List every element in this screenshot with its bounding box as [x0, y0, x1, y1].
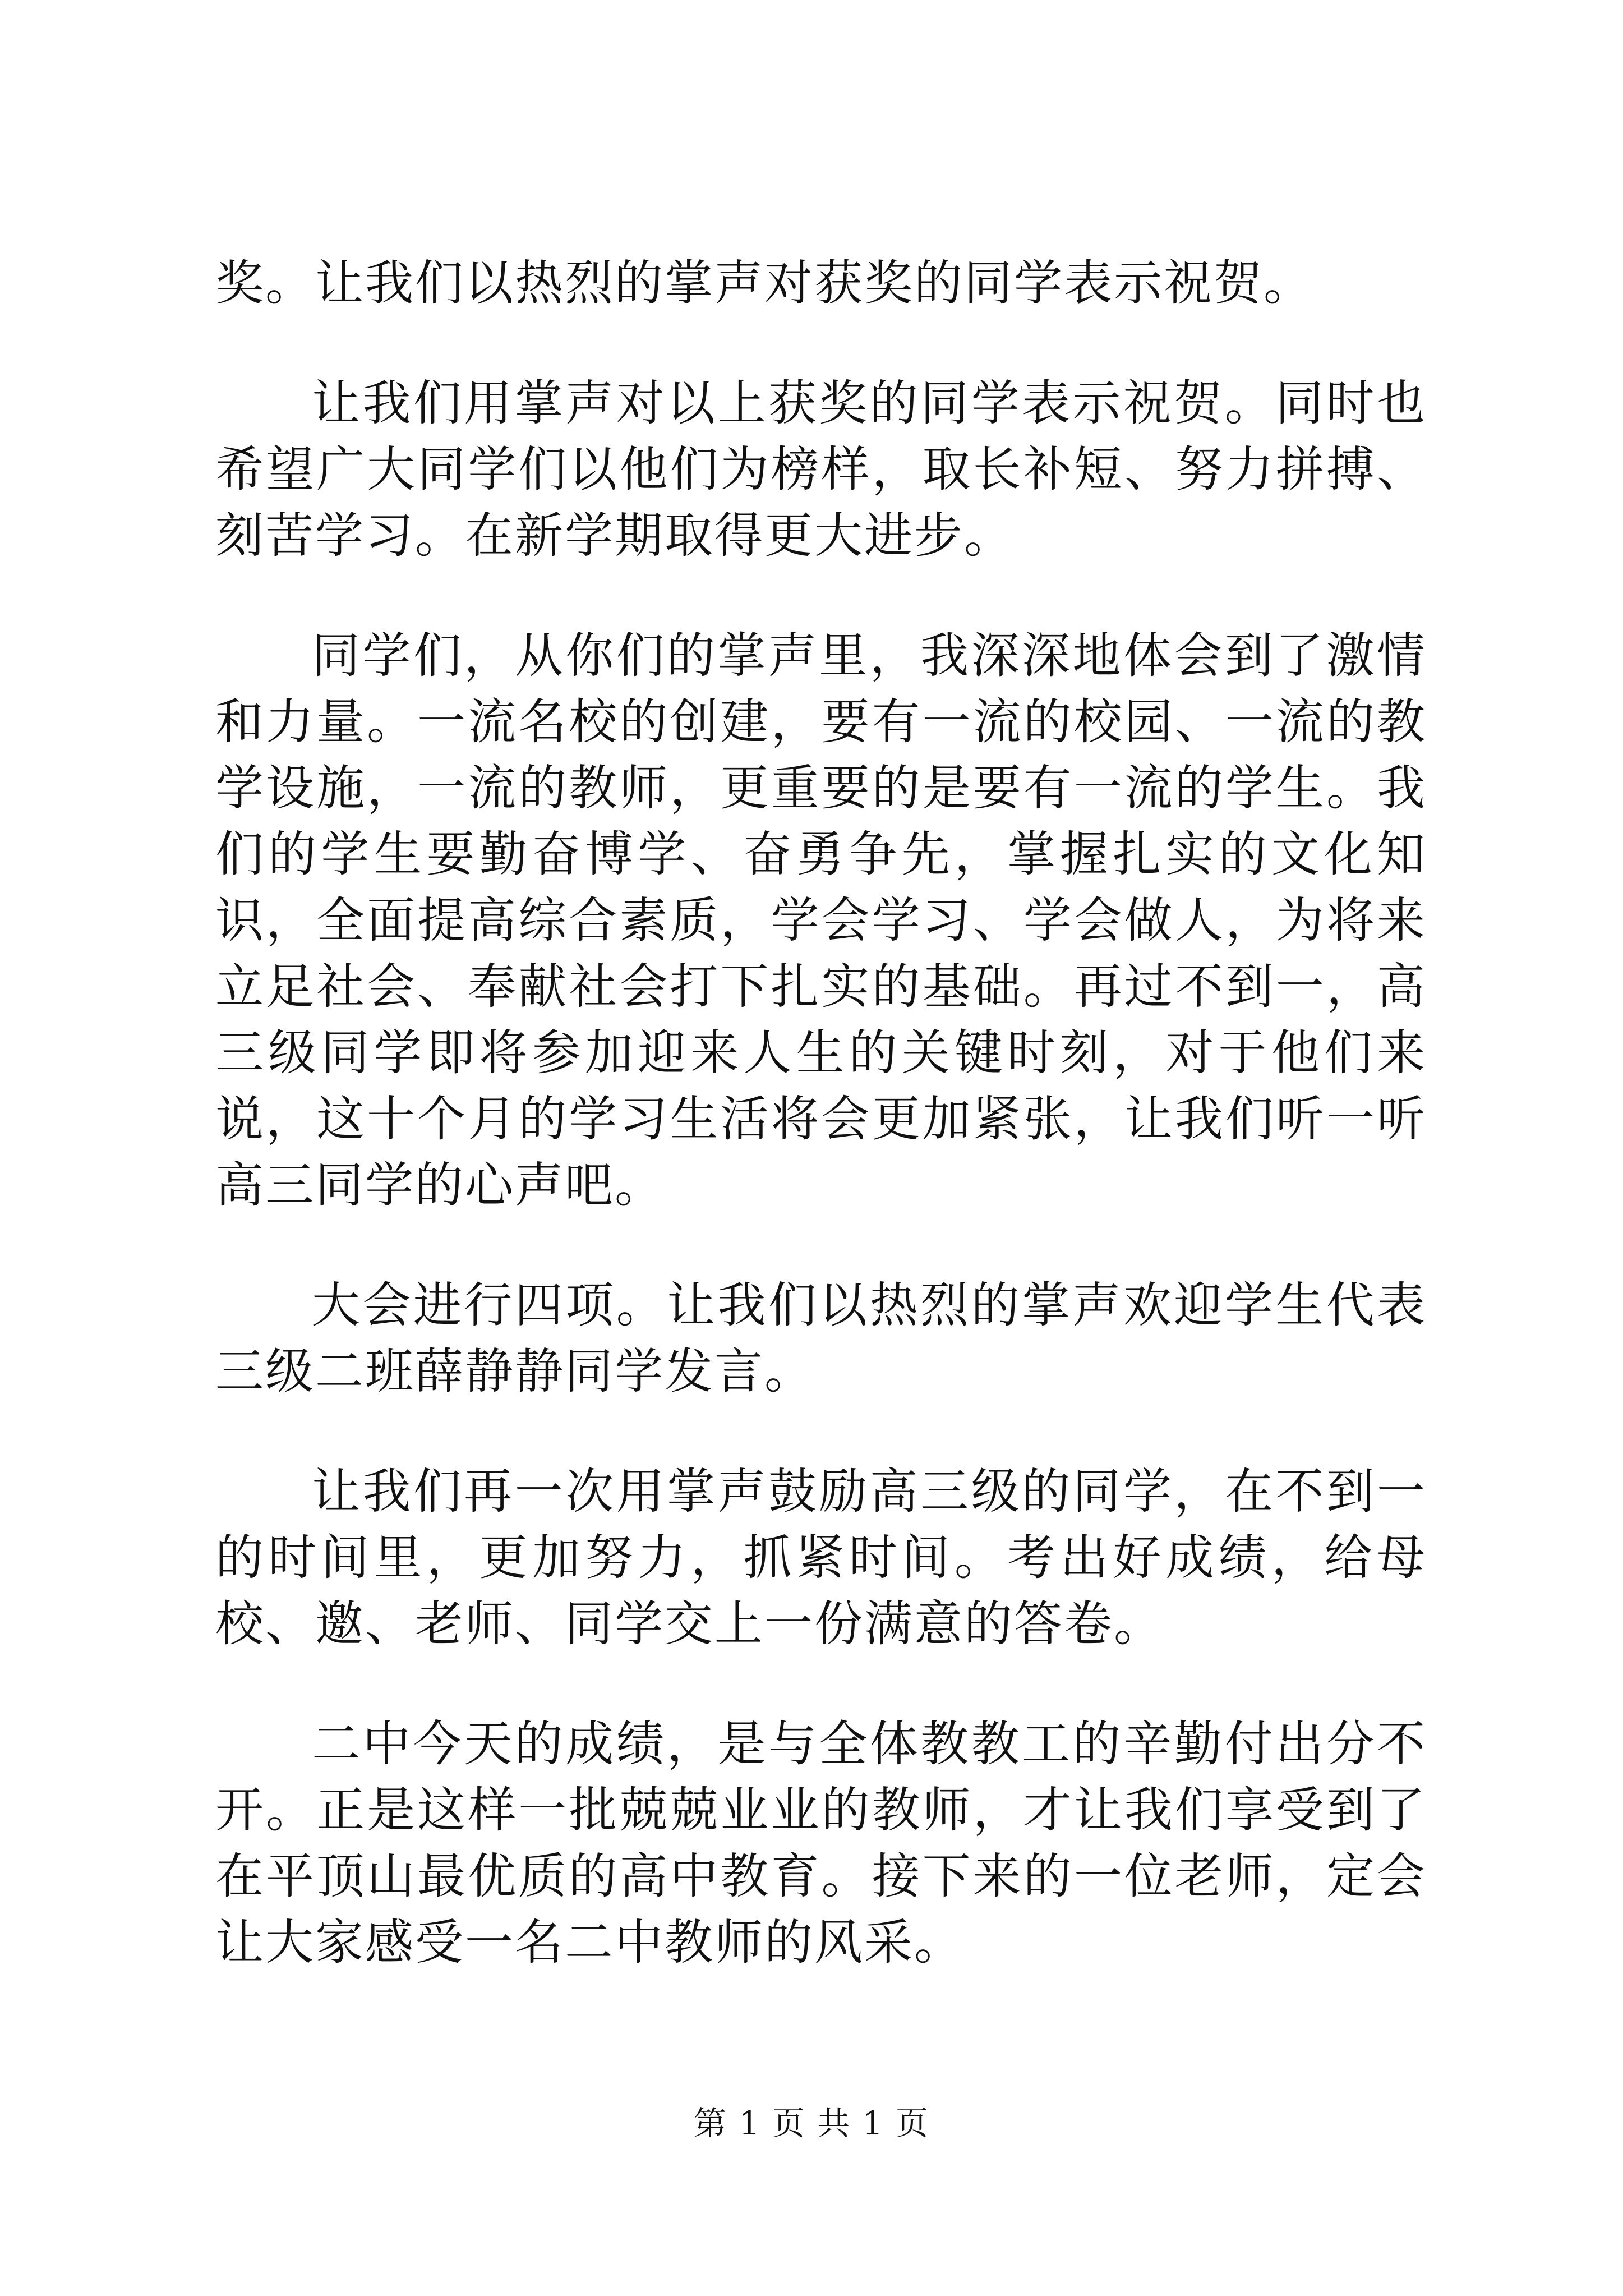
paragraph: 大会进行四项。让我们以热烈的掌声欢迎学生代表三级二班薛静静同学发言。 [215, 1277, 1427, 1400]
page-footer: 第 1 页 共 1 页 [694, 2104, 929, 2142]
paragraph: 同学们，从你们的掌声里，我深深地体会到了激情和力量。一流名校的创建，要有一流的校园、一流的教学设施，一流的教师，更重要的是要有一流的学生。我们的学生要勤奋博学、奋勇争先，掌握扎实的文化知识，全面提高综合素质，学会学习、学会做人，为将来立足社会、奉献社会打下扎实的基础。再过不到一，高三级同学即将参加迎来人生的关键时刻，对于他们来说，这十个月的学习生活将会更加紧张，让我们听一听高三同学的心声吧。 [215, 628, 1427, 1213]
paragraph: 让我们用掌声对以上获奖的同学表示祝贺。同时也希望广大同学们以他们为榜样，取长补短、努力拼搏、刻苦学习。在新学期取得更大进步。 [215, 375, 1427, 564]
paragraph-continuation: 奖。让我们以热烈的掌声对获奖的同学表示祝贺。 [215, 255, 1313, 311]
paragraph: 二中今天的成绩，是与全体教教工的辛勤付出分不开。正是这样一批兢兢业业的教师，才让我们享受到了在平顶山最优质的高中教育。接下来的一位老师，定会让大家感受一名二中教师的风采。 [215, 1716, 1427, 1971]
document-body [215, 250, 1427, 2030]
paragraph: 让我们再一次用掌声鼓励高三级的同学，在不到一的时间里，更加努力，抓紧时间。考出好成绩，给母校、邀、老师、同学交上一份满意的答卷。 [215, 1464, 1427, 1652]
